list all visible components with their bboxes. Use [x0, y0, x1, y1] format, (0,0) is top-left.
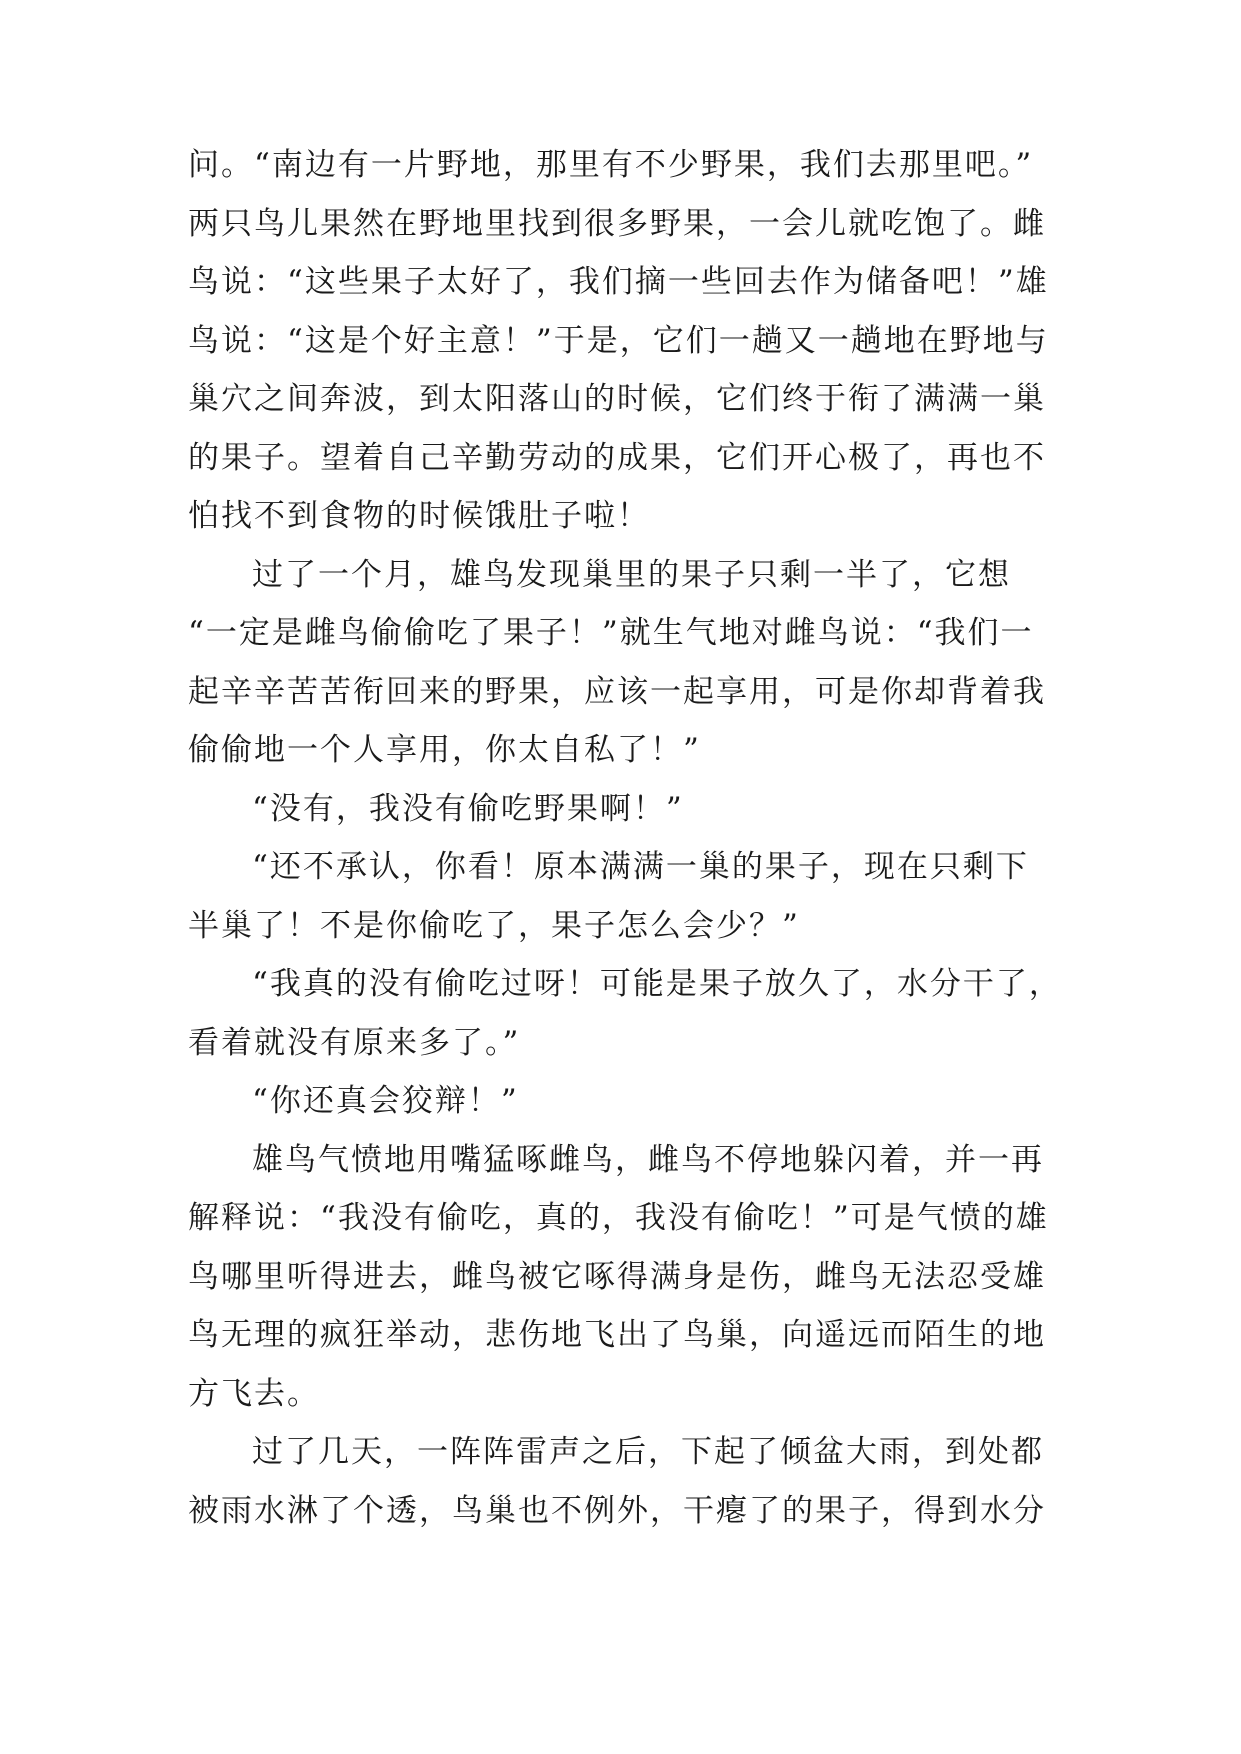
text-line: 半巢了！不是你偷吃了，果子怎么会少？”	[188, 907, 800, 944]
text-line: 的果子。望着自己辛勤劳动的成果，它们开心极了，再也不	[188, 439, 1046, 476]
text-line: 鸟说：“这是个好主意！”于是，它们一趟又一趟地在野地与	[188, 322, 1049, 359]
paragraph-start-line: 过了一个月，雄鸟发现巢里的果子只剩一半了，它想	[252, 556, 1011, 593]
text-line: 起辛辛苦苦衔回来的野果，应该一起享用，可是你却背着我	[188, 673, 1046, 710]
text-line: 鸟哪里听得进去，雌鸟被它啄得满身是伤，雌鸟无法忍受雄	[188, 1258, 1046, 1295]
text-line: 鸟说：“这些果子太好了，我们摘一些回去作为储备吧！”雄	[188, 264, 1049, 300]
text-line: 被雨水淋了个透，鸟巢也不例外，干瘪了的果子，得到水分	[188, 1492, 1046, 1529]
paragraph-start-line: 过了几天，一阵阵雷声之后，下起了倾盆大雨，到处都	[252, 1434, 1044, 1470]
text-line: 鸟无理的疯狂举动，悲伤地飞出了鸟巢，向遥远而陌生的地	[188, 1317, 1046, 1353]
text-line: 巢穴之间奔波，到太阳落山的时候，它们终于衔了满满一巢	[188, 381, 1046, 417]
text-line: 问。“南边有一片野地，那里有不少野果，我们去那里吧。”	[188, 147, 1034, 183]
text-line: 偷偷地一个人享用，你太自私了！”	[188, 732, 701, 768]
text-line: 看着就没有原来多了。”	[188, 1024, 521, 1061]
paragraph-start-line: “我真的没有偷吃过呀！可能是果子放久了，水分干了，	[252, 966, 1062, 1002]
text-line: 方飞去。	[188, 1375, 320, 1412]
paragraph-start-line: 雄鸟气愤地用嘴猛啄雌鸟，雌鸟不停地躲闪着，并一再	[252, 1141, 1044, 1178]
text-line: 两只鸟儿果然在野地里找到很多野果，一会儿就吃饱了。雌	[188, 205, 1046, 242]
paragraph-start-line: “你还真会狡辩！”	[252, 1083, 519, 1119]
story-text	[188, 136, 1068, 1540]
text-line: “一定是雌鸟偷偷吃了果子！”就生气地对雌鸟说：“我们一	[188, 615, 1034, 651]
paragraph-start-line: “还不承认，你看！原本满满一巢的果子，现在只剩下	[252, 849, 1029, 885]
text-line: 怕找不到食物的时候饿肚子啦！	[188, 498, 650, 534]
text-line: 解释说：“我没有偷吃，真的，我没有偷吃！”可是气愤的雄	[188, 1200, 1049, 1236]
paragraph-start-line: “没有，我没有偷吃野果啊！”	[252, 790, 684, 827]
